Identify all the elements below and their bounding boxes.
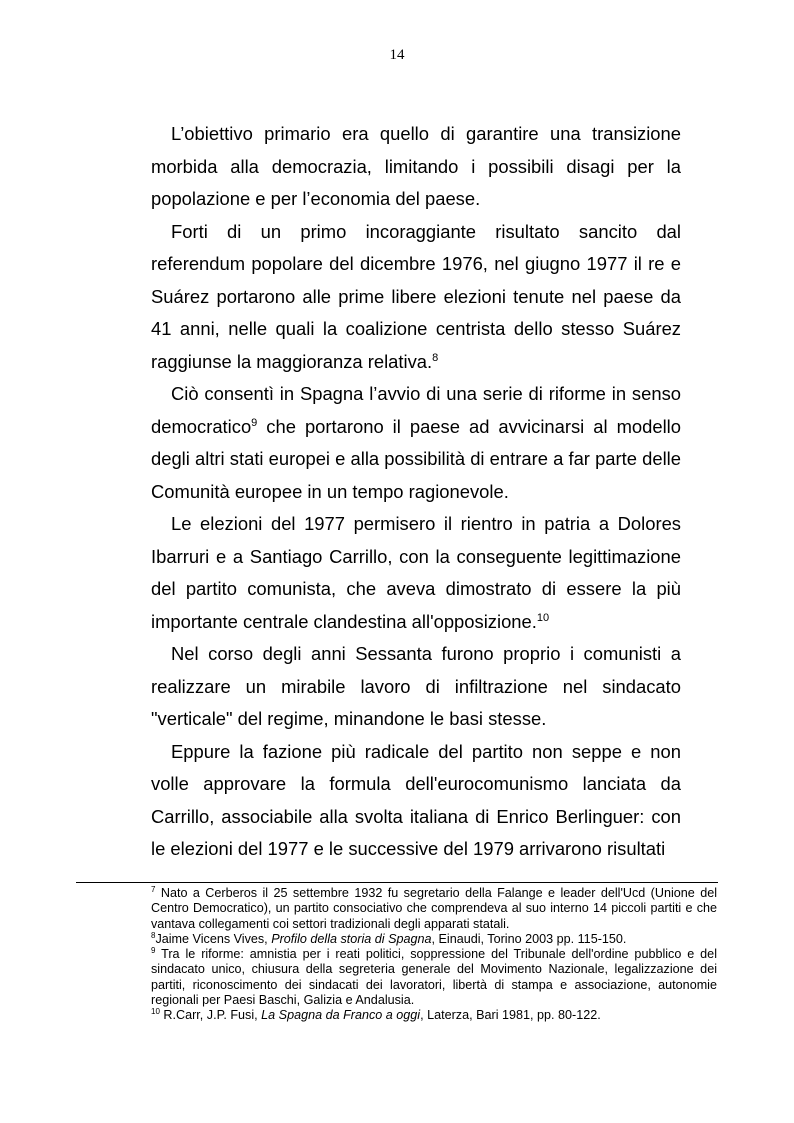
footnote — [151, 947, 717, 1008]
footnote-ref[interactable]: 9 — [251, 416, 258, 429]
paragraph-text: L’obiettivo primario era quello di garantire una transizione morbida alla democrazia, limitando i possibili disagi per la popolazione e per l’economia del paese. — [151, 123, 681, 209]
book-title: Profilo della storia di Spagna — [271, 931, 432, 946]
footnote-marker: 8 — [151, 930, 156, 940]
footnote-marker: 10 — [151, 1007, 160, 1017]
body-text — [151, 118, 681, 866]
footnotes — [151, 886, 717, 1024]
footnote-text: Jaime Vicens Vives, — [155, 931, 272, 946]
footnote — [151, 886, 717, 932]
footnote-text: , Einaudi, Torino 2003 pp. 115-150. — [431, 931, 627, 946]
paragraph-text: che portarono il paese ad avvicinarsi al modello degli altri stati europei e alla possibilità di entrare a far parte delle Comunità europee in un tempo ragionevole. — [151, 415, 681, 502]
book-title: La Spagna da Franco a oggi — [261, 1008, 421, 1023]
footnote-text: Tra le riforme: amnistia per i reati politici, soppressione del Tribunale dell'ordine pubblico e del sindacato unico, chiusura della segreteria generale del Movimento Nazionale, legalizzazione dei partiti, riconoscimento dei sindacati dei lavoratori, libertà di stampa e associazione, autonomie regionali per Paesi Baschi, Galizia e Andalusia. — [151, 947, 717, 1008]
footnote — [151, 932, 717, 947]
footnote-ref[interactable]: 8 — [432, 351, 439, 364]
paragraph — [151, 736, 681, 866]
footnote-text: R.Carr, J.P. Fusi, — [159, 1008, 262, 1023]
paragraph — [151, 118, 681, 216]
paragraph — [151, 378, 681, 508]
footnote-marker: 9 — [151, 946, 156, 956]
footnote-text: , Laterza, Bari 1981, pp. 80-122. — [420, 1008, 601, 1023]
paragraph — [151, 216, 681, 379]
footnote-marker: 7 — [151, 885, 156, 894]
page-number: 14 — [389, 47, 405, 63]
paragraph-text: Forti di un primo incoraggiante risultato sancito dal referendum popolare del dicembre 1976, nel giugno 1977 il re e Suárez portarono alle prime libere elezioni tenute nel paese da 41 anni, nelle quali la coalizione centrista dello stesso Suárez raggiunse la maggioranza relativa. — [151, 220, 681, 372]
paragraph-text: Nel corso degli anni Sessanta furono proprio i comunisti a realizzare un mirabile lavoro di infiltrazione nel sindacato "verticale" del regime, minandone le basi stesse. — [151, 643, 681, 729]
paragraph-text: Eppure la fazione più radicale del partito non seppe e non volle approvare la formula dell'eurocomunismo lanciata da Carrillo, associabile alla svolta italiana di Enrico Berlinguer: con le elezioni del 1977 e le successive del 1979 arrivarono risultati — [151, 740, 681, 859]
paragraph — [151, 638, 681, 736]
paragraph-text: Le elezioni del 1977 permisero il rientro in patria a Dolores Ibarruri e a Santiago Carrillo, con la conseguente legittimazione del partito comunista, che aveva dimostrato di essere la più importante centrale clandestina all'opposizione. — [151, 513, 681, 632]
footnote-text: Nato a Cerberos il 25 settembre 1932 fu segretario della Falange e leader dell'Ucd (Unione del Centro Democratico), un partito consociativo che comprendeva al suo interno 14 piccoli partiti e che vantava collegamenti coi settori tradizionali degli apparati statali. — [151, 886, 717, 931]
footnote-ref[interactable]: 10 — [536, 611, 550, 624]
footnote-separator — [76, 882, 718, 883]
paragraph — [151, 508, 681, 638]
footnote — [151, 1008, 717, 1023]
paragraph-text: Ciò consentì in Spagna l’avvio di una serie di riforme in senso democratico — [151, 383, 681, 437]
